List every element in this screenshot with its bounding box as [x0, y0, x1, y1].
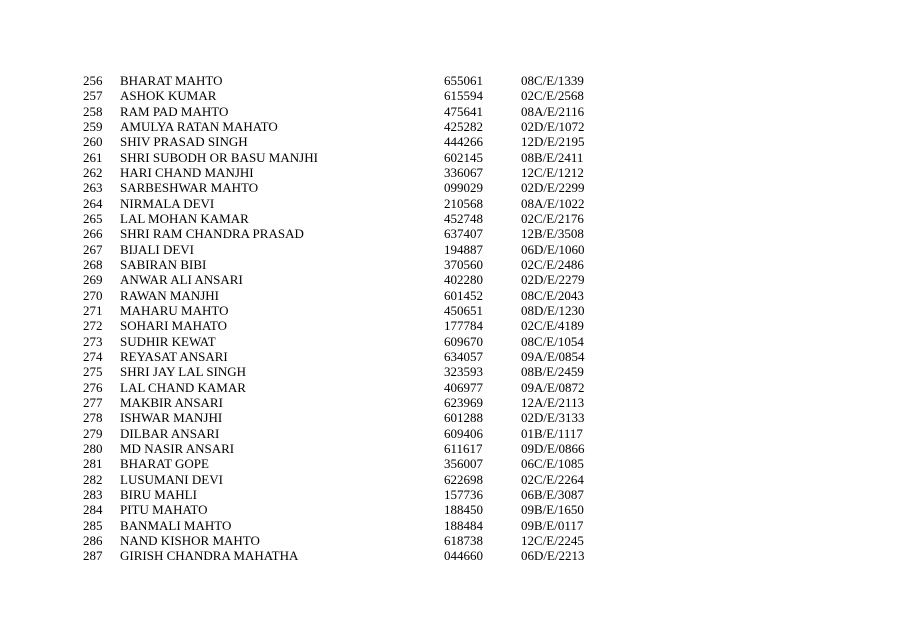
id-number: 615594: [444, 88, 483, 104]
list-item: [0, 288, 898, 303]
reference-code: 08B/E/2459: [521, 364, 584, 380]
person-name: BANMALI MAHTO: [120, 517, 232, 533]
list-item: [0, 518, 898, 533]
reference-code: 02D/E/1072: [521, 118, 585, 134]
reference-code: 06D/E/1060: [521, 241, 585, 257]
id-number: 637407: [444, 226, 483, 242]
id-number: 188484: [444, 517, 483, 533]
id-number: 406977: [444, 379, 483, 395]
serial-number: 271: [83, 302, 103, 318]
person-name: BIJALI DEVI: [120, 241, 195, 257]
serial-number: 260: [83, 134, 103, 150]
id-number: 475641: [444, 103, 483, 119]
list-item: [0, 119, 898, 134]
person-name: MAKBIR ANSARI: [120, 394, 223, 410]
reference-code: 12A/E/2113: [521, 394, 585, 410]
id-number: 655061: [444, 73, 483, 88]
serial-number: 257: [83, 88, 103, 104]
list-item: [0, 410, 898, 425]
reference-code: 02C/E/4189: [521, 318, 584, 334]
reference-code: 01B/E/1117: [521, 425, 583, 441]
serial-number: 256: [83, 73, 103, 88]
reference-code: 12D/E/2195: [521, 134, 585, 150]
reference-code: 06D/E/2213: [521, 548, 585, 564]
person-name: BHARAT GOPE: [120, 456, 209, 472]
id-number: 450651: [444, 302, 483, 318]
id-number: 444266: [444, 134, 483, 150]
person-name: LUSUMANI DEVI: [120, 471, 223, 487]
list-item: [0, 456, 898, 471]
list-item: [0, 180, 898, 195]
person-name: DILBAR ANSARI: [120, 425, 220, 441]
list-item: [0, 441, 898, 456]
list-item: [0, 104, 898, 119]
list-item: [0, 211, 898, 226]
id-number: 099029: [444, 180, 483, 196]
person-name: MAHARU MAHTO: [120, 302, 229, 318]
serial-number: 269: [83, 272, 103, 288]
list-item: [0, 73, 898, 88]
id-number: 622698: [444, 471, 483, 487]
list-item: [0, 318, 898, 333]
reference-code: 12C/E/1212: [521, 164, 584, 180]
reference-code: 08A/E/2116: [521, 103, 585, 119]
serial-number: 274: [83, 348, 103, 364]
serial-number: 285: [83, 517, 103, 533]
serial-number: 262: [83, 164, 103, 180]
list-item: [0, 196, 898, 211]
reference-code: 08A/E/1022: [521, 195, 585, 211]
id-number: 611617: [444, 440, 483, 456]
reference-code: 09A/E/0872: [521, 379, 585, 395]
list-item: [0, 303, 898, 318]
serial-number: 278: [83, 410, 103, 426]
person-name: RAWAN MANJHI: [120, 287, 219, 303]
id-number: 194887: [444, 241, 483, 257]
person-name: BHARAT MAHTO: [120, 73, 223, 88]
reference-code: 02C/E/2176: [521, 210, 584, 226]
list-item: [0, 426, 898, 441]
list-item: [0, 272, 898, 287]
list-item: [0, 548, 898, 563]
person-name: AMULYA RATAN MAHATO: [120, 118, 278, 134]
reference-code: 02D/E/2299: [521, 180, 585, 196]
reference-code: 12C/E/2245: [521, 532, 584, 548]
list-item: [0, 150, 898, 165]
list-item: [0, 502, 898, 517]
person-name: BIRU MAHLI: [120, 486, 197, 502]
serial-number: 267: [83, 241, 103, 257]
serial-number: 268: [83, 256, 103, 272]
person-name: RAM PAD MAHTO: [120, 103, 229, 119]
reference-code: 02D/E/3133: [521, 410, 585, 426]
serial-number: 266: [83, 226, 103, 242]
id-number: 634057: [444, 348, 483, 364]
id-number: 618738: [444, 532, 483, 548]
serial-number: 259: [83, 118, 103, 134]
id-number: 157736: [444, 486, 483, 502]
id-number: 601452: [444, 287, 483, 303]
reference-code: 12B/E/3508: [521, 226, 584, 242]
serial-number: 276: [83, 379, 103, 395]
serial-number: 265: [83, 210, 103, 226]
id-number: 452748: [444, 210, 483, 226]
person-name: SHRI JAY LAL SINGH: [120, 364, 247, 380]
id-number: 370560: [444, 256, 483, 272]
id-number: 425282: [444, 118, 483, 134]
reference-code: 08C/E/1339: [521, 73, 584, 88]
person-name: SHRI RAM CHANDRA PRASAD: [120, 226, 304, 242]
list-item: [0, 380, 898, 395]
person-name: SARBESHWAR MAHTO: [120, 180, 259, 196]
serial-number: 282: [83, 471, 103, 487]
serial-number: 264: [83, 195, 103, 211]
person-name: LAL CHAND KAMAR: [120, 379, 246, 395]
serial-number: 277: [83, 394, 103, 410]
person-name: MD NASIR ANSARI: [120, 440, 235, 456]
reference-code: 09D/E/0866: [521, 440, 585, 456]
serial-number: 270: [83, 287, 103, 303]
list-item: [0, 349, 898, 364]
person-name: SABIRAN BIBI: [120, 256, 207, 272]
serial-number: 272: [83, 318, 103, 334]
list-item: [0, 226, 898, 241]
person-name: NAND KISHOR MAHTO: [120, 532, 260, 548]
serial-number: 263: [83, 180, 103, 196]
list-item: [0, 364, 898, 379]
reference-code: 08D/E/1230: [521, 302, 585, 318]
person-name: HARI CHAND MANJHI: [120, 164, 254, 180]
person-name: REYASAT ANSARI: [120, 348, 228, 364]
id-number: 336067: [444, 164, 483, 180]
serial-number: 273: [83, 333, 103, 349]
person-name: SHIV PRASAD SINGH: [120, 134, 248, 150]
id-number: 188450: [444, 502, 483, 518]
list-item: [0, 257, 898, 272]
serial-number: 280: [83, 440, 103, 456]
list-item: [0, 165, 898, 180]
serial-number: 284: [83, 502, 103, 518]
reference-code: 02C/E/2264: [521, 471, 584, 487]
id-number: 402280: [444, 272, 483, 288]
serial-number: 286: [83, 532, 103, 548]
person-name: ANWAR ALI ANSARI: [120, 272, 243, 288]
reference-code: 08C/E/2043: [521, 287, 584, 303]
serial-number: 281: [83, 456, 103, 472]
id-number: 623969: [444, 394, 483, 410]
person-name: SUDHIR KEWAT: [120, 333, 216, 349]
list-item: [0, 487, 898, 502]
list-item: [0, 242, 898, 257]
serial-number: 275: [83, 364, 103, 380]
id-number: 609670: [444, 333, 483, 349]
reference-code: 08B/E/2411: [521, 149, 584, 165]
person-name: GIRISH CHANDRA MAHATHA: [120, 548, 299, 564]
id-number: 323593: [444, 364, 483, 380]
reference-code: 02C/E/2486: [521, 256, 584, 272]
reference-code: 02C/E/2568: [521, 88, 584, 104]
person-name: PITU MAHATO: [120, 502, 208, 518]
record-list: [0, 73, 898, 564]
reference-code: 06C/E/1085: [521, 456, 584, 472]
serial-number: 261: [83, 149, 103, 165]
reference-code: 09A/E/0854: [521, 348, 585, 364]
reference-code: 09B/E/0117: [521, 517, 584, 533]
id-number: 602145: [444, 149, 483, 165]
person-name: LAL MOHAN KAMAR: [120, 210, 249, 226]
reference-code: 08C/E/1054: [521, 333, 584, 349]
person-name: NIRMALA DEVI: [120, 195, 215, 211]
id-number: 210568: [444, 195, 483, 211]
list-item: [0, 334, 898, 349]
id-number: 356007: [444, 456, 483, 472]
list-item: [0, 88, 898, 103]
person-name: SOHARI MAHATO: [120, 318, 228, 334]
reference-code: 02D/E/2279: [521, 272, 585, 288]
reference-code: 06B/E/3087: [521, 486, 584, 502]
serial-number: 258: [83, 103, 103, 119]
reference-code: 09B/E/1650: [521, 502, 584, 518]
id-number: 609406: [444, 425, 483, 441]
list-item: [0, 533, 898, 548]
person-name: ASHOK KUMAR: [120, 88, 217, 104]
list-item: [0, 395, 898, 410]
list-item: [0, 134, 898, 149]
person-name: ISHWAR MANJHI: [120, 410, 223, 426]
id-number: 601288: [444, 410, 483, 426]
serial-number: 279: [83, 425, 103, 441]
list-item: [0, 472, 898, 487]
serial-number: 283: [83, 486, 103, 502]
id-number: 044660: [444, 548, 483, 564]
id-number: 177784: [444, 318, 483, 334]
serial-number: 287: [83, 548, 103, 564]
person-name: SHRI SUBODH OR BASU MANJHI: [120, 149, 318, 165]
